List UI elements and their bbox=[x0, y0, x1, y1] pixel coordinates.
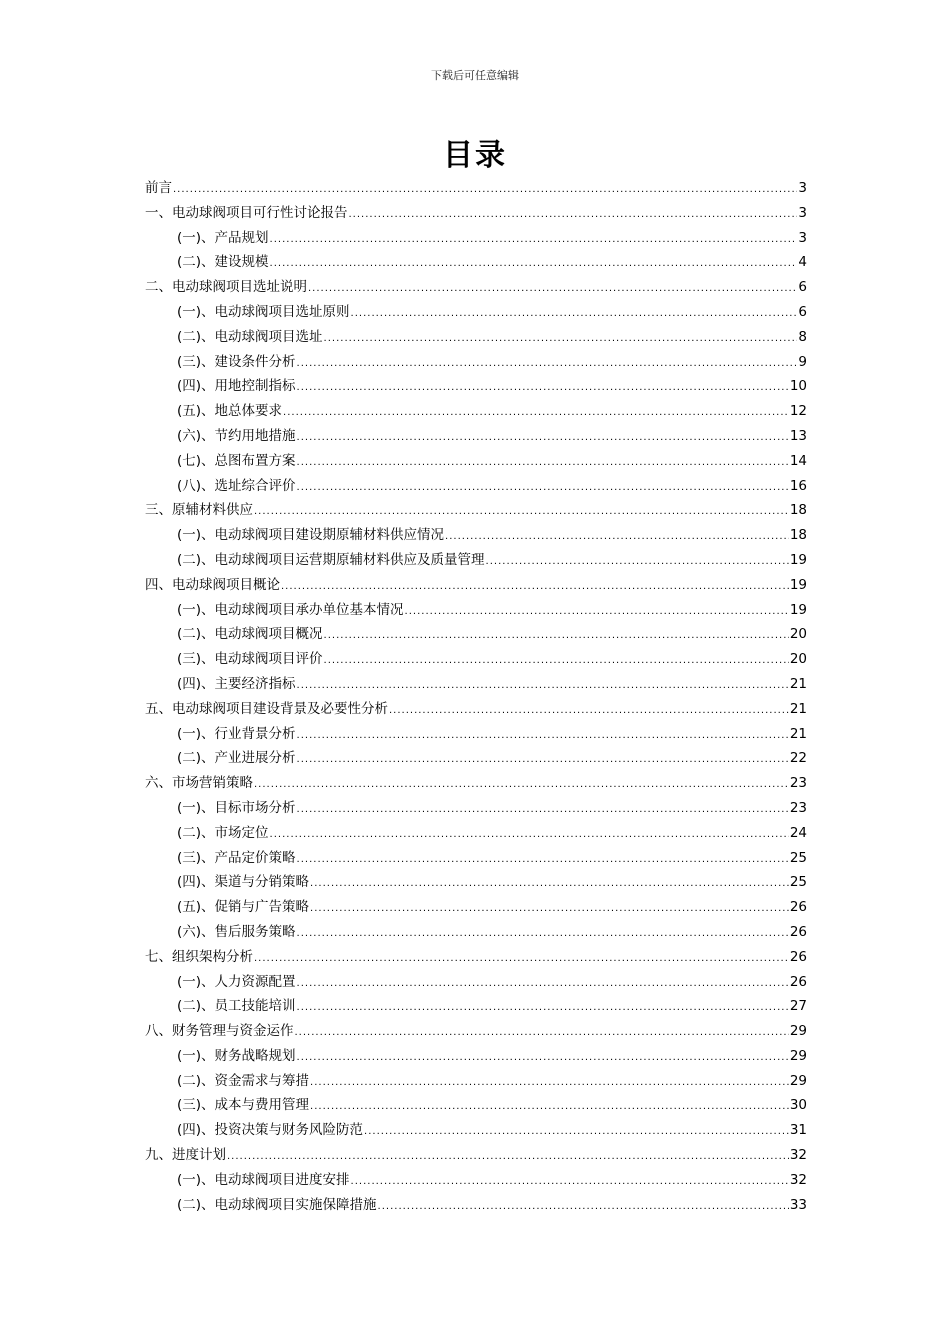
toc-entry-label: 二、电动球阀项目选址说明 bbox=[145, 279, 307, 296]
toc-entry-label: (四)、用地控制指标 bbox=[177, 378, 296, 395]
toc-entry-page: 30 bbox=[789, 1097, 807, 1114]
toc-entry-label: (三)、成本与费用管理 bbox=[177, 1097, 310, 1114]
toc-dot-leader bbox=[389, 705, 789, 716]
toc-dot-leader bbox=[364, 1126, 789, 1137]
toc-entry-page: 19 bbox=[789, 551, 807, 568]
toc-entry-page: 24 bbox=[789, 824, 807, 841]
toc-entry-label: 三、原辅材料供应 bbox=[145, 502, 253, 519]
toc-entry-page: 25 bbox=[789, 849, 807, 866]
toc-entry-page: 21 bbox=[789, 675, 807, 692]
toc-dot-leader bbox=[283, 407, 789, 418]
toc-entry[interactable] bbox=[145, 722, 807, 747]
toc-dot-leader bbox=[351, 1176, 789, 1187]
toc-dot-leader bbox=[295, 1027, 789, 1038]
toc-entry[interactable] bbox=[145, 622, 807, 647]
toc-entry-page: 29 bbox=[789, 1023, 807, 1040]
toc-entry[interactable] bbox=[145, 746, 807, 771]
toc-entry-page: 20 bbox=[789, 651, 807, 668]
toc-entry-label: (六)、节约用地措施 bbox=[177, 427, 296, 444]
toc-entry[interactable] bbox=[145, 523, 807, 548]
toc-dot-leader bbox=[297, 730, 789, 741]
toc-dot-leader bbox=[281, 581, 789, 592]
toc-entry-page: 18 bbox=[789, 527, 807, 544]
toc-entry[interactable] bbox=[145, 796, 807, 821]
toc-entry-label: (二)、建设规模 bbox=[177, 254, 269, 271]
toc-dot-leader bbox=[254, 953, 789, 964]
toc-entry-label: (二)、员工技能培训 bbox=[177, 998, 296, 1015]
toc-entry-label: (四)、渠道与分销策略 bbox=[177, 874, 310, 891]
toc-entry[interactable] bbox=[145, 573, 807, 598]
toc-entry-page: 9 bbox=[798, 353, 807, 370]
toc-entry-page: 22 bbox=[789, 750, 807, 767]
toc-entry-label: (一)、目标市场分析 bbox=[177, 799, 296, 816]
toc-entry-page: 12 bbox=[789, 403, 807, 420]
toc-entry-label: (五)、促销与广告策略 bbox=[177, 899, 310, 916]
toc-entry[interactable] bbox=[145, 275, 807, 300]
toc-entry-page: 20 bbox=[789, 626, 807, 643]
toc-entry-page: 21 bbox=[789, 725, 807, 742]
toc-entry[interactable] bbox=[145, 1069, 807, 1094]
toc-entry[interactable] bbox=[145, 846, 807, 871]
toc-entry-label: (三)、电动球阀项目评价 bbox=[177, 651, 323, 668]
toc-entry-label: (二)、电动球阀项目运营期原辅材料供应及质量管理 bbox=[177, 551, 485, 568]
toc-entry[interactable] bbox=[145, 498, 807, 523]
toc-entry-page: 23 bbox=[789, 799, 807, 816]
toc-entry[interactable] bbox=[145, 176, 807, 201]
toc-dot-leader bbox=[297, 1002, 789, 1013]
toc-dot-leader bbox=[297, 978, 789, 989]
toc-entry-page: 3 bbox=[798, 229, 807, 246]
toc-dot-leader bbox=[297, 754, 789, 765]
table-of-contents bbox=[145, 176, 807, 1217]
toc-dot-leader bbox=[270, 258, 798, 269]
toc-entry-label: (五)、地总体要求 bbox=[177, 403, 283, 420]
toc-entry-label: 五、电动球阀项目建设背景及必要性分析 bbox=[145, 700, 388, 717]
toc-entry-page: 6 bbox=[798, 279, 807, 296]
toc-entry[interactable] bbox=[145, 672, 807, 697]
toc-entry-label: (三)、建设条件分析 bbox=[177, 353, 296, 370]
toc-dot-leader bbox=[297, 457, 789, 468]
toc-entry[interactable] bbox=[145, 994, 807, 1019]
toc-entry-label: (七)、总图布置方案 bbox=[177, 452, 296, 469]
toc-dot-leader bbox=[173, 184, 797, 195]
toc-dot-leader bbox=[297, 1052, 789, 1063]
toc-entry-page: 26 bbox=[789, 899, 807, 916]
toc-entry-label: (一)、电动球阀项目建设期原辅材料供应情况 bbox=[177, 527, 445, 544]
toc-dot-leader bbox=[310, 1077, 789, 1088]
toc-entry[interactable] bbox=[145, 821, 807, 846]
toc-entry-page: 4 bbox=[798, 254, 807, 271]
toc-dot-leader bbox=[349, 209, 798, 220]
toc-entry[interactable] bbox=[145, 1093, 807, 1118]
toc-entry-page: 26 bbox=[789, 973, 807, 990]
toc-dot-leader bbox=[310, 1101, 789, 1112]
toc-entry[interactable] bbox=[145, 945, 807, 970]
toc-entry[interactable] bbox=[145, 250, 807, 275]
toc-entry[interactable] bbox=[145, 548, 807, 573]
toc-entry[interactable] bbox=[145, 325, 807, 350]
toc-entry-page: 13 bbox=[789, 427, 807, 444]
toc-entry-page: 3 bbox=[798, 204, 807, 221]
toc-entry-page: 10 bbox=[789, 378, 807, 395]
toc-dot-leader bbox=[297, 358, 798, 369]
toc-entry-page: 8 bbox=[798, 328, 807, 345]
toc-entry-page: 33 bbox=[789, 1196, 807, 1213]
toc-entry-label: (三)、产品定价策略 bbox=[177, 849, 296, 866]
toc-entry-label: (一)、行业背景分析 bbox=[177, 725, 296, 742]
toc-entry[interactable] bbox=[145, 1044, 807, 1069]
toc-dot-leader bbox=[324, 655, 789, 666]
page-title: 目录 bbox=[443, 138, 507, 173]
toc-dot-leader bbox=[486, 556, 789, 567]
toc-entry-page: 32 bbox=[789, 1147, 807, 1164]
toc-entry[interactable] bbox=[145, 424, 807, 449]
toc-dot-leader bbox=[297, 928, 789, 939]
toc-entry-label: 八、财务管理与资金运作 bbox=[145, 1023, 294, 1040]
toc-entry-label: (二)、电动球阀项目概况 bbox=[177, 626, 323, 643]
toc-entry-page: 29 bbox=[789, 1072, 807, 1089]
toc-dot-leader bbox=[324, 630, 789, 641]
toc-entry-label: (二)、电动球阀项目实施保障措施 bbox=[177, 1196, 377, 1213]
toc-entry[interactable] bbox=[145, 226, 807, 251]
toc-entry[interactable] bbox=[145, 201, 807, 226]
toc-entry-label: (一)、电动球阀项目进度安排 bbox=[177, 1171, 350, 1188]
toc-entry-page: 3 bbox=[798, 180, 807, 196]
toc-entry[interactable] bbox=[145, 474, 807, 499]
toc-entry-page: 31 bbox=[789, 1122, 807, 1139]
toc-entry-label: (四)、投资决策与财务风险防范 bbox=[177, 1122, 364, 1139]
toc-entry[interactable] bbox=[145, 697, 807, 722]
toc-entry[interactable] bbox=[145, 598, 807, 623]
toc-entry[interactable] bbox=[145, 771, 807, 796]
toc-entry-label: 九、进度计划 bbox=[145, 1147, 226, 1164]
toc-dot-leader bbox=[254, 506, 789, 517]
toc-entry-page: 18 bbox=[789, 502, 807, 519]
toc-dot-leader bbox=[297, 382, 789, 393]
toc-dot-leader bbox=[310, 903, 789, 914]
toc-entry-label: 六、市场营销策略 bbox=[145, 775, 253, 792]
toc-entry-page: 14 bbox=[789, 452, 807, 469]
toc-entry-page: 19 bbox=[789, 576, 807, 593]
toc-entry-label: (二)、市场定位 bbox=[177, 824, 269, 841]
toc-entry-page: 16 bbox=[789, 477, 807, 494]
toc-entry[interactable] bbox=[145, 920, 807, 945]
toc-entry-page: 29 bbox=[789, 1047, 807, 1064]
toc-entry-label: (一)、财务战略规划 bbox=[177, 1047, 296, 1064]
toc-entry-page: 25 bbox=[789, 874, 807, 891]
toc-dot-leader bbox=[254, 779, 789, 790]
toc-entry-label: (一)、电动球阀项目选址原则 bbox=[177, 303, 350, 320]
toc-entry[interactable] bbox=[145, 1118, 807, 1143]
toc-entry[interactable] bbox=[145, 399, 807, 424]
toc-entry-page: 32 bbox=[789, 1171, 807, 1188]
toc-dot-leader bbox=[297, 432, 789, 443]
toc-dot-leader bbox=[270, 829, 789, 840]
toc-entry[interactable] bbox=[145, 1143, 807, 1168]
toc-dot-leader bbox=[405, 606, 789, 617]
toc-entry[interactable] bbox=[145, 1019, 807, 1044]
toc-entry-label: (二)、产业进展分析 bbox=[177, 750, 296, 767]
toc-dot-leader bbox=[351, 308, 798, 319]
toc-entry-label: 七、组织架构分析 bbox=[145, 948, 253, 965]
toc-entry-page: 26 bbox=[789, 948, 807, 965]
toc-entry-label: (一)、人力资源配置 bbox=[177, 973, 296, 990]
toc-entry-page: 23 bbox=[789, 775, 807, 792]
toc-entry-label: 四、电动球阀项目概论 bbox=[145, 576, 280, 593]
toc-entry[interactable] bbox=[145, 1193, 807, 1218]
toc-entry-label: (一)、电动球阀项目承办单位基本情况 bbox=[177, 601, 404, 618]
toc-dot-leader bbox=[308, 283, 797, 294]
toc-entry-page: 6 bbox=[798, 303, 807, 320]
toc-entry-page: 27 bbox=[789, 998, 807, 1015]
toc-dot-leader bbox=[270, 234, 798, 245]
toc-entry-label: 前言 bbox=[145, 180, 172, 196]
toc-entry[interactable] bbox=[145, 870, 807, 895]
header-note: 下载后可任意编辑 bbox=[431, 69, 519, 82]
toc-entry[interactable] bbox=[145, 895, 807, 920]
toc-entry-label: (六)、售后服务策略 bbox=[177, 923, 296, 940]
toc-entry[interactable] bbox=[145, 374, 807, 399]
toc-dot-leader bbox=[310, 878, 789, 889]
toc-dot-leader bbox=[378, 1201, 789, 1212]
toc-entry-label: (八)、选址综合评价 bbox=[177, 477, 296, 494]
toc-entry[interactable] bbox=[145, 350, 807, 375]
toc-dot-leader bbox=[297, 854, 789, 865]
toc-entry[interactable] bbox=[145, 1168, 807, 1193]
toc-dot-leader bbox=[324, 333, 798, 344]
toc-entry-page: 19 bbox=[789, 601, 807, 618]
toc-entry-label: (二)、电动球阀项目选址 bbox=[177, 328, 323, 345]
toc-entry-label: (四)、主要经济指标 bbox=[177, 675, 296, 692]
toc-entry-page: 21 bbox=[789, 700, 807, 717]
toc-entry-page: 26 bbox=[789, 923, 807, 940]
toc-entry-label: (二)、资金需求与筹措 bbox=[177, 1072, 310, 1089]
toc-entry-label: (一)、产品规划 bbox=[177, 229, 269, 246]
toc-entry[interactable] bbox=[145, 300, 807, 325]
toc-entry[interactable] bbox=[145, 970, 807, 995]
toc-dot-leader bbox=[297, 680, 789, 691]
toc-entry[interactable] bbox=[145, 449, 807, 474]
toc-entry-label: 一、电动球阀项目可行性讨论报告 bbox=[145, 204, 348, 221]
toc-dot-leader bbox=[297, 804, 789, 815]
toc-dot-leader bbox=[227, 1151, 789, 1162]
toc-dot-leader bbox=[297, 482, 789, 493]
toc-entry[interactable] bbox=[145, 647, 807, 672]
toc-dot-leader bbox=[445, 531, 789, 542]
